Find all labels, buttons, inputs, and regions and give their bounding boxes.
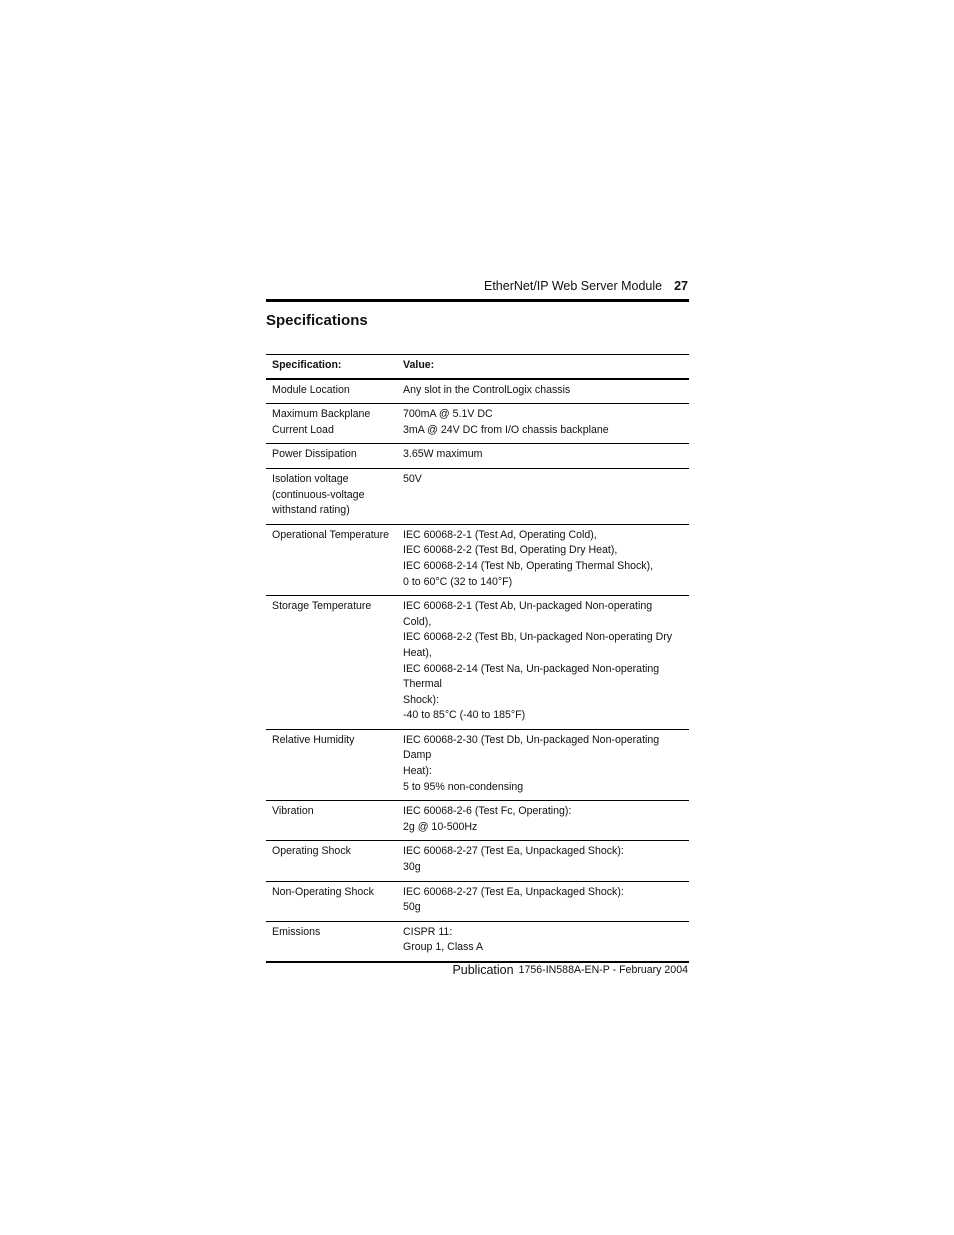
publication-id: 1756-IN588A-EN-P - February 2004	[518, 964, 688, 976]
spec-name-cell	[266, 468, 397, 524]
spec-value-cell	[397, 468, 689, 524]
spec-name-line: Non-Operating Shock	[272, 885, 374, 898]
spec-value-cell	[397, 524, 689, 595]
spec-value-line: Group 1, Class A	[403, 941, 484, 954]
specifications-table	[266, 354, 689, 963]
spec-value-line: 5 to 95% non-condensing	[403, 780, 524, 793]
spec-value-line: 3mA @ 24V DC from I/O chassis backplane	[403, 423, 609, 436]
spec-value-line: IEC 60068-2-27 (Test Ea, Unpackaged Shock):	[403, 885, 624, 898]
spec-name-cell	[266, 729, 397, 800]
spec-value-line: IEC 60068-2-14 (Test Nb, Operating Thermal Shock),	[403, 559, 654, 572]
spec-value-line: IEC 60068-2-1 (Test Ad, Operating Cold),	[403, 528, 597, 541]
spec-name-line: (continuous-voltage	[272, 488, 365, 501]
spec-name-cell	[266, 404, 397, 444]
spec-value-line: IEC 60068-2-27 (Test Ea, Unpackaged Shock):	[403, 845, 624, 858]
spec-value-cell	[397, 921, 689, 962]
spec-name-line: Isolation voltage	[272, 472, 349, 485]
spec-value-line: 50g	[403, 901, 421, 914]
spec-value-line: IEC 60068-2-2 (Test Bb, Un-packaged Non-operating Dry	[403, 631, 673, 644]
spec-value-line: Shock):	[403, 693, 439, 706]
spec-name-line: Vibration	[272, 805, 314, 818]
spec-value-line: 3.65W maximum	[403, 448, 483, 461]
spec-value-cell	[397, 444, 689, 469]
section-title: Specifications	[266, 312, 368, 329]
page-number: 27	[674, 279, 688, 293]
table-row	[266, 524, 689, 595]
spec-name-cell	[266, 444, 397, 469]
spec-value-line: Heat):	[403, 765, 432, 778]
spec-name-line: Maximum Backplane	[272, 408, 371, 421]
table-row	[266, 801, 689, 841]
spec-value-line: IEC 60068-2-30 (Test Db, Un-packaged Non-operating Damp	[403, 733, 660, 762]
spec-value-cell	[397, 379, 689, 404]
spec-name-cell	[266, 921, 397, 962]
spec-value-cell	[397, 801, 689, 841]
spec-value-line: 50V	[403, 472, 422, 485]
column-header-value: Value:	[403, 359, 435, 371]
spec-value-line: CISPR 11:	[403, 925, 453, 938]
spec-name-cell	[266, 881, 397, 921]
spec-value-line: IEC 60068-2-2 (Test Bd, Operating Dry Heat),	[403, 544, 618, 557]
spec-value-cell	[397, 596, 689, 730]
table-row	[266, 468, 689, 524]
footer	[266, 960, 688, 980]
spec-value-line: Heat),	[403, 646, 432, 659]
spec-name-cell	[266, 801, 397, 841]
table-row	[266, 841, 689, 881]
table-header-row	[266, 355, 689, 379]
running-header	[266, 276, 688, 296]
table-row	[266, 379, 689, 404]
spec-value-line: 30g	[403, 861, 421, 874]
spec-value-cell	[397, 881, 689, 921]
spec-name-line: Module Location	[272, 383, 350, 396]
spec-value-line: 700mA @ 5.1V DC	[403, 408, 493, 421]
header-rule	[266, 299, 689, 302]
spec-value-line: IEC 60068-2-14 (Test Na, Un-packaged Non-operating Thermal	[403, 662, 660, 691]
spec-name-line: Power Dissipation	[272, 448, 357, 461]
spec-name-line: Operating Shock	[272, 845, 351, 858]
table-row	[266, 404, 689, 444]
table-row	[266, 596, 689, 730]
spec-value-line: IEC 60068-2-1 (Test Ab, Un-packaged Non-operating Cold),	[403, 600, 653, 628]
table-row	[266, 881, 689, 921]
spec-name-line: withstand rating)	[272, 504, 350, 517]
spec-name-line: Relative Humidity	[272, 733, 355, 746]
spec-value-cell	[397, 841, 689, 881]
table-row	[266, 921, 689, 962]
table-body	[266, 379, 689, 962]
spec-name-cell	[266, 379, 397, 404]
table-row	[266, 444, 689, 469]
spec-name-line: Storage Temperature	[272, 600, 372, 613]
spec-name-line: Current Load	[272, 423, 334, 436]
spec-value-cell	[397, 404, 689, 444]
spec-value-line: -40 to 85°C (-40 to 185°F)	[403, 709, 526, 722]
spec-value-line: 0 to 60°C (32 to 140°F)	[403, 575, 513, 588]
spec-name-cell	[266, 524, 397, 595]
column-header-specification: Specification:	[272, 359, 342, 371]
spec-value-cell	[397, 729, 689, 800]
spec-name-cell	[266, 841, 397, 881]
spec-value-line: Any slot in the ControlLogix chassis	[403, 383, 571, 396]
spec-name-line: Emissions	[272, 925, 321, 938]
spec-name-line: Operational Temperature	[272, 528, 389, 541]
publication-label: Publication	[452, 963, 514, 977]
table-row	[266, 729, 689, 800]
spec-value-line: IEC 60068-2-6 (Test Fc, Operating):	[403, 805, 572, 818]
spec-name-cell	[266, 596, 397, 730]
spec-value-line: 2g @ 10-500Hz	[403, 820, 478, 833]
running-header-title: EtherNet/IP Web Server Module	[483, 279, 663, 293]
